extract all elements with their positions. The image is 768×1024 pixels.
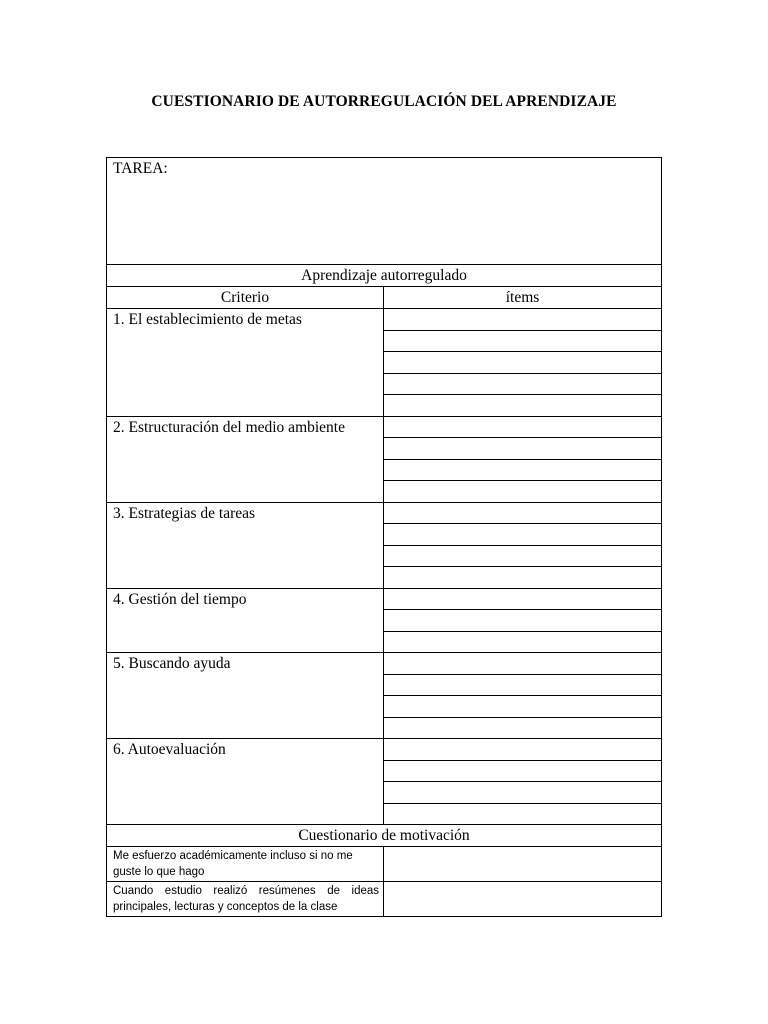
criterio-row — [107, 416, 662, 438]
motivacion-statement: Me esfuerzo académicamente incluso si no me guste lo que hago — [107, 847, 384, 882]
section-aprendizaje-header: Aprendizaje autorregulado — [107, 265, 662, 287]
item-field[interactable] — [384, 653, 662, 675]
section-motivacion-header: Cuestionario de motivación — [107, 825, 662, 847]
item-field[interactable] — [384, 588, 662, 610]
tarea-label: TAREA: — [113, 160, 168, 177]
motivacion-row — [107, 882, 662, 917]
criterio-label: 3. Estrategias de tareas — [107, 502, 384, 588]
section-header-row — [107, 825, 662, 847]
item-field[interactable] — [384, 739, 662, 761]
questionnaire-table — [106, 157, 662, 917]
criterio-row — [107, 502, 662, 524]
criterio-label: 5. Buscando ayuda — [107, 653, 384, 739]
criterio-row — [107, 739, 662, 761]
criterio-label: 2. Estructuración del medio ambiente — [107, 416, 384, 502]
column-header-row — [107, 287, 662, 309]
column-header-items: ítems — [384, 287, 662, 309]
item-field[interactable] — [384, 416, 662, 438]
criterio-label: 4. Gestión del tiempo — [107, 588, 384, 653]
section-header-row — [107, 265, 662, 287]
criterio-row — [107, 588, 662, 610]
item-field[interactable] — [384, 373, 662, 395]
item-field[interactable] — [384, 760, 662, 782]
item-field[interactable] — [384, 803, 662, 825]
item-field[interactable] — [384, 610, 662, 632]
item-field[interactable] — [384, 502, 662, 524]
item-field[interactable] — [384, 352, 662, 374]
item-field[interactable] — [384, 696, 662, 718]
criterio-label: 1. El establecimiento de metas — [107, 309, 384, 417]
criterio-row — [107, 309, 662, 331]
tarea-row — [107, 158, 662, 265]
item-field[interactable] — [384, 459, 662, 481]
document-title: CUESTIONARIO DE AUTORREGULACIÓN DEL APRENDIZAJE — [151, 93, 617, 110]
motivacion-answer-field[interactable] — [384, 882, 662, 917]
item-field[interactable] — [384, 330, 662, 352]
item-field[interactable] — [384, 717, 662, 739]
motivacion-answer-field[interactable] — [384, 847, 662, 882]
column-header-criterio: Criterio — [107, 287, 384, 309]
criterio-row — [107, 653, 662, 675]
item-field[interactable] — [384, 674, 662, 696]
item-field[interactable] — [384, 567, 662, 589]
item-field[interactable] — [384, 309, 662, 331]
item-field[interactable] — [384, 782, 662, 804]
item-field[interactable] — [384, 481, 662, 503]
motivacion-row — [107, 847, 662, 882]
item-field[interactable] — [384, 395, 662, 417]
item-field[interactable] — [384, 631, 662, 653]
tarea-field[interactable] — [107, 158, 662, 265]
motivacion-statement: Cuando estudio realizó resúmenes de ideas principales, lecturas y conceptos de la clase — [107, 882, 384, 917]
item-field[interactable] — [384, 438, 662, 460]
item-field[interactable] — [384, 545, 662, 567]
item-field[interactable] — [384, 524, 662, 546]
criterio-label: 6. Autoevaluación — [107, 739, 384, 825]
